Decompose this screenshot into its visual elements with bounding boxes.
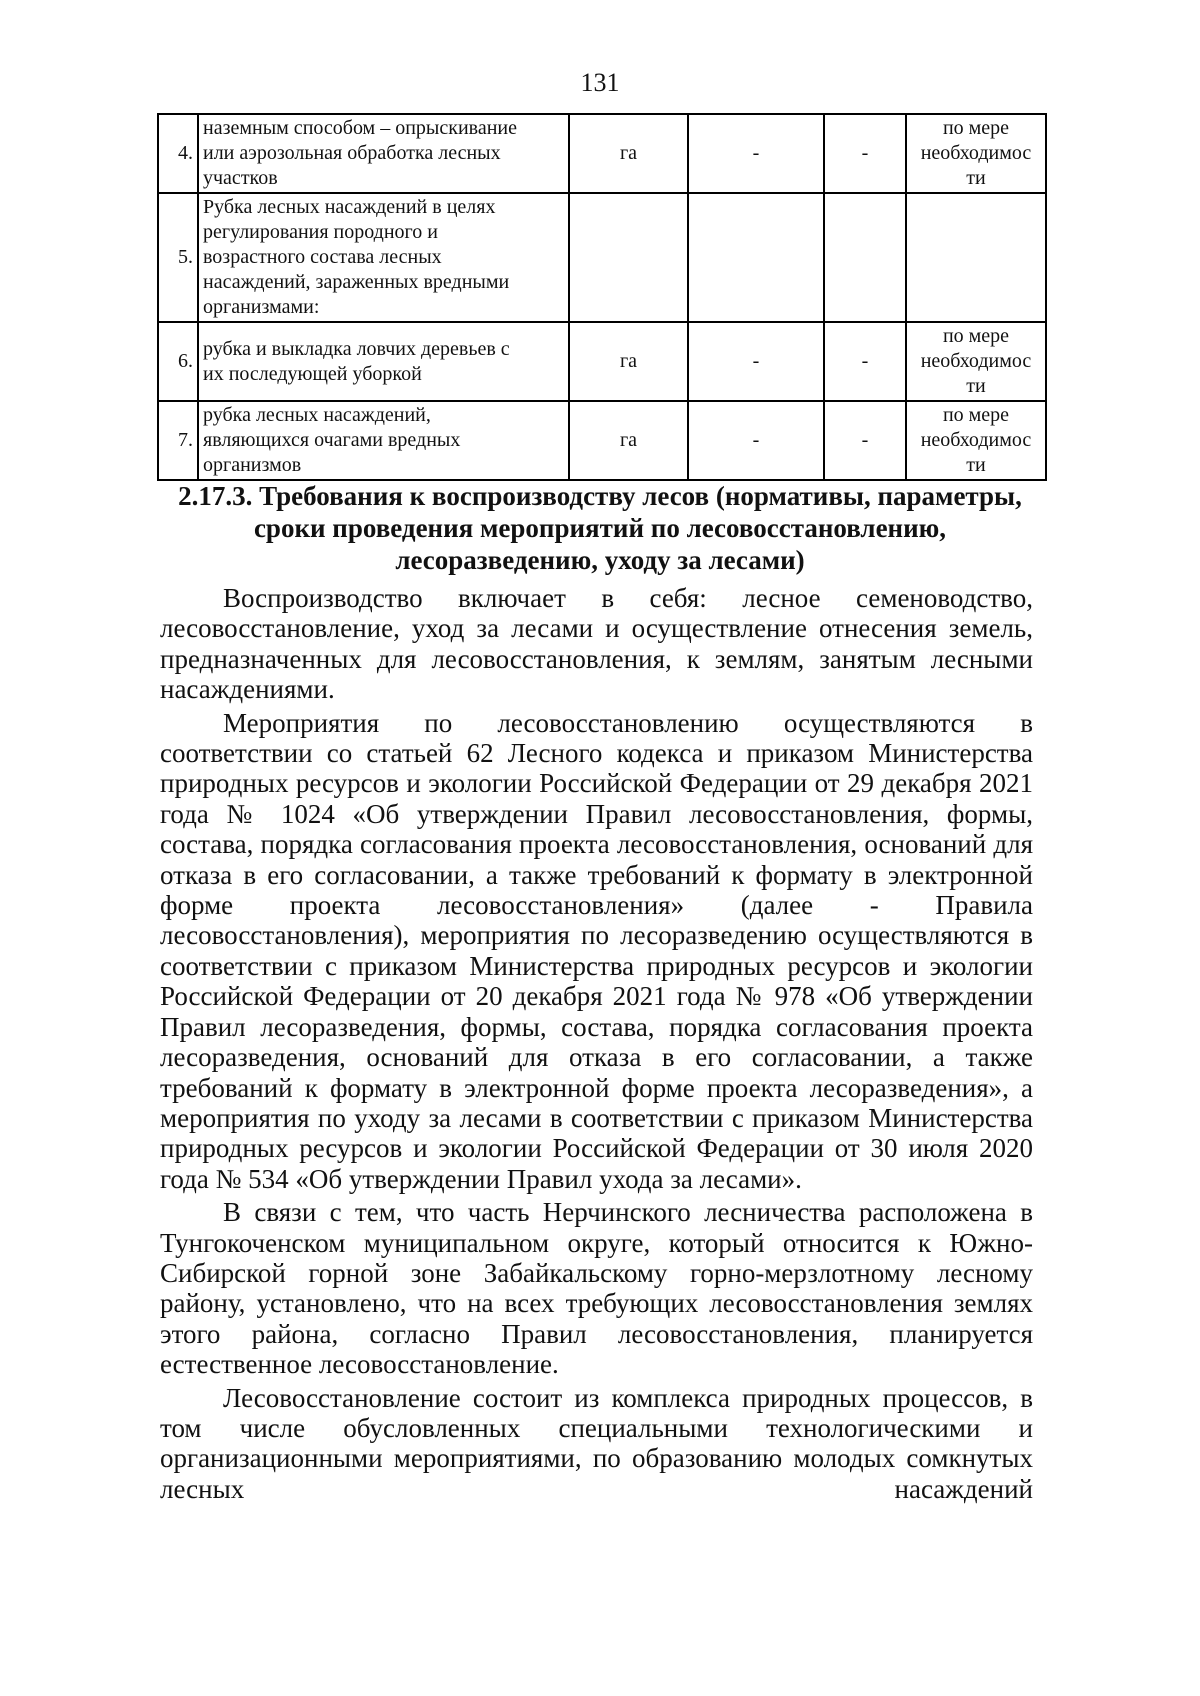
value-cell: - <box>688 114 824 193</box>
unit-cell: га <box>569 114 688 193</box>
paragraph: Лесовосстановление состоит из комплекса природных процессов, в том числе обусловленных специальными технологическими и организационными мероприятиями, по образованию молодых сомкнутых лесных насаждений <box>160 1382 1033 1504</box>
measure-description: рубка лесных насаждений, являющихся очагами вредных организмов <box>198 401 569 480</box>
paragraph: Воспроизводство включает в себя: лесное семеноводство, лесовосстановление, уход за лесами и осуществление отнесения земель, предназначенных для лесовосстановления, к землям, занятым лесными насаждениями. <box>160 583 1033 705</box>
value-cell <box>688 193 824 322</box>
unit-cell <box>569 193 688 322</box>
table-row <box>158 114 1046 193</box>
unit-cell: га <box>569 322 688 401</box>
frequency-cell: по мере необходимос ти <box>906 114 1046 193</box>
frequency-cell <box>906 193 1046 322</box>
table-row <box>158 322 1046 401</box>
value-cell: - <box>824 401 906 480</box>
frequency-cell: по мере необходимос ти <box>906 401 1046 480</box>
value-cell <box>824 193 906 322</box>
frequency-cell: по мере необходимос ти <box>906 322 1046 401</box>
measure-description: Рубка лесных насаждений в целях регулирования породного и возрастного состава лесных насаждений, зараженных вредными организмами: <box>198 193 569 322</box>
value-cell: - <box>824 114 906 193</box>
table-row <box>158 193 1046 322</box>
row-number: 4. <box>158 114 198 193</box>
row-number: 7. <box>158 401 198 480</box>
unit-cell: га <box>569 401 688 480</box>
row-number: 6. <box>158 322 198 401</box>
measure-description: рубка и выкладка ловчих деревьев с их последующей уборкой <box>198 322 569 401</box>
page-number: 131 <box>580 68 620 97</box>
paragraph: В связи с тем, что часть Нерчинского лесничества расположена в Тунгокоченском муниципальном округе, который относится к Южно-Сибирской горной зоне Забайкальскому горно-мерзлотному лесному району, установлено, что на всех требующих лесовосстановления землях этого района, согласно Правил лесовосстановления, планируется естественное лесовосстановление. <box>160 1197 1033 1380</box>
paragraph: Мероприятия по лесовосстановлению осуществляются в соответствии со статьей 62 Лесного кодекса и приказом Министерства природных ресурсов и экологии Российской Федерации от 29 декабря 2021 года № 1024 «Об утверждении Правил лесовосстановления, формы, состава, порядка согласования проекта лесовосстановления, оснований для отказа в его согласовании, а также требований к формату в электронной форме проекта лесовосстановления» (далее - Правила лесовосстановления), мероприятия по лесоразведению осуществляются в соответствии с приказом Министерства природных ресурсов и экологии Российской Федерации от 20 декабря 2021 года № 978 «Об утверждении Правил лесоразведения, формы, состава, порядка согласования проекта лесоразведения, оснований для отказа в его согласовании, а также требований к формату в электронной форме проекта лесоразведения», а мероприятия по уходу за лесами в соответствии с приказом Министерства природных ресурсов и экологии Российской Федерации от 30 июля 2020 года № 534 «Об утверждении Правил ухода за лесами». <box>160 707 1033 1194</box>
heading-line: сроки проведения мероприятий по лесовосстановлению, <box>253 513 947 543</box>
table-row <box>158 401 1046 480</box>
heading-line: лесоразведению, уходу за лесами) <box>395 545 805 575</box>
body-text <box>160 583 1033 1504</box>
value-cell: - <box>688 401 824 480</box>
measures-table <box>157 113 1047 481</box>
value-cell: - <box>688 322 824 401</box>
value-cell: - <box>824 322 906 401</box>
section-heading <box>160 480 1040 576</box>
measure-description: наземным способом – опрыскивание или аэрозольная обработка лесных участков <box>198 114 569 193</box>
heading-line: 2.17.3. Требования к воспроизводству лесов (нормативы, параметры, <box>178 481 1022 511</box>
row-number: 5. <box>158 193 198 322</box>
